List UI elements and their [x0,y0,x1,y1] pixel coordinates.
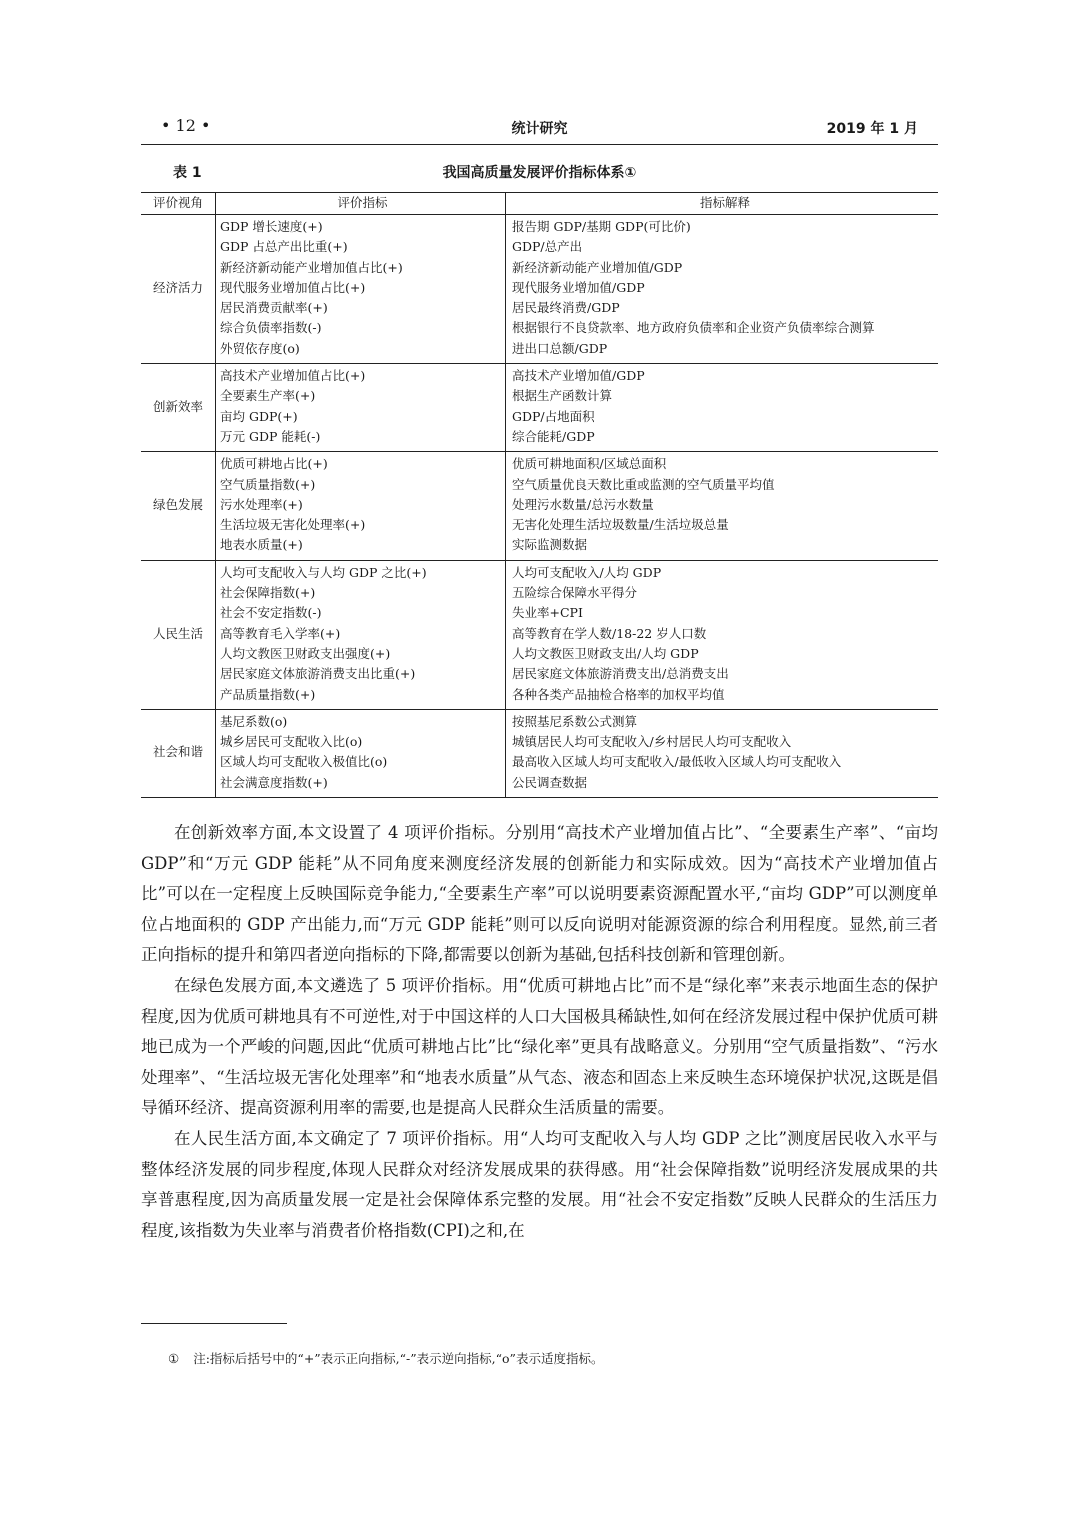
category-cell: 经济活力 [141,215,216,364]
footnote-text: 注:指标后括号中的“+”表示正向指标,“-”表示逆向指标,“o”表示适度指标。 [193,1351,604,1366]
footnote-marker: ① [168,1351,180,1366]
explanation-item: 根据银行不良贷款率、地方政府负债率和企业资产负债率综合测算 [512,320,875,336]
explanation-item: 人均文教医卫财政支出/人均 GDP [512,645,699,661]
explanation-item: 人均可支配收入/人均 GDP [512,564,662,580]
page-number: • 12 • [161,116,211,135]
explanation-item: 实际监测数据 [512,537,588,553]
footnote [168,1349,938,1367]
category-cell: 创新效率 [141,364,216,452]
indicator-item: 地表水质量(+) [220,537,303,553]
explanation-item: 最高收入区域人均可支配收入/最低收入区域人均可支配收入 [512,754,842,770]
table-row [141,560,938,709]
indicator-item: 空气质量指数(+) [220,476,316,492]
indicator-cell [216,560,506,709]
explanation-item: 无害化处理生活垃圾数量/生活垃圾总量 [512,517,729,533]
table-row [141,709,938,797]
indicator-item: 城乡居民可支配收入比(o) [220,734,363,750]
explanation-item: 居民最终消费/GDP [512,300,620,316]
paragraph: 在创新效率方面,本文设置了 4 项评价指标。分别用“高技术产业增加值占比”、“全要素生产率”、“亩均 GDP”和“万元 GDP 能耗”从不同角度来测度经济发展的创新能力和实际成效。因为“高技术产业增加值占比”可以在一定程度上反映国际竞争能力,“全要素生产率”可以说明要素资源配置水平,“亩均 GDP”可以测度单位占地面积的 GDP 产出能力,而“万元 GDP 能耗”则可以反向说明对能源资源的综合利用程度。显然,前三者正向指标的提升和第四者逆向指标的下降,都需要以创新为基础,包括科技创新和管理创新。 [141,823,938,965]
body-text [141,818,938,1246]
explanation-item: 根据生产函数计算 [512,388,613,404]
indicator-item: 社会不安定指数(-) [220,605,322,621]
indicator-item: 居民家庭文体旅游消费支出比重(+) [220,666,416,682]
explanation-item: 公民调查数据 [512,774,588,790]
indicator-item: 高等教育毛入学率(+) [220,625,341,641]
indicator-item: 万元 GDP 能耗(-) [220,428,321,444]
paragraph: 在绿色发展方面,本文遴选了 5 项评价指标。用“优质可耕地占比”而不是“绿化率”来表示地面生态的保护程度,因为优质可耕地具有不可逆性,对于中国这样的人口大国极具稀缺性,如何在经济发展过程中保护优质可耕地已成为一个严峻的问题,因此“优质可耕地占比”比“绿化率”更具有战略意义。分别用“空气质量指数”、“污水处理率”、“生活垃圾无害化处理率”和“地表水质量”从气态、液态和固态上来反映生态环境保护状况,这既是倡导循环经济、提高资源利用率的需要,也是提高人民群众生活质量的需要。 [141,975,938,1118]
indicator-item: 全要素生产率(+) [220,388,316,404]
indicator-item: 外贸依存度(o) [220,340,300,356]
indicator-item: 污水处理率(+) [220,496,303,512]
paragraph: 在人民生活方面,本文确定了 7 项评价指标。用“人均可支配收入与人均 GDP 之比”测度居民收入水平与整体经济发展的同步程度,体现人民群众对经济发展成果的获得感。用“社会保障指数”说明经济发展成果的共享普惠程度,因为高质量发展一定是社会保障体系完整的发展。用“社会不安定指数”反映人民群众的生活压力程度,该指数为失业率与消费者价格指数(CPI)之和,在 [141,1128,938,1240]
running-header [141,116,938,140]
journal-name: 统计研究 [511,121,568,137]
category-cell: 社会和谐 [141,709,216,797]
explanation-item: 处理污水数量/总污水数量 [512,496,654,512]
table-body [141,215,938,798]
indicator-item: 社会保障指数(+) [220,585,316,601]
indicator-item: 现代服务业增加值占比(+) [220,279,366,295]
explanation-cell [506,452,939,560]
footnote-rule [141,1323,287,1324]
table-row [141,364,938,452]
table-row [141,215,938,364]
indicator-item: 基尼系数(o) [220,713,288,729]
table-header-row [141,193,938,215]
explanation-item: 高等教育在学人数/18-22 岁人口数 [512,625,707,641]
explanation-cell [506,215,939,364]
indicator-item: 人均可支配收入与人均 GDP 之比(+) [220,564,427,580]
explanation-item: 居民家庭文体旅游消费支出/总消费支出 [512,666,729,682]
explanation-item: 现代服务业增加值/GDP [512,279,645,295]
explanation-item: 新经济新动能产业增加值/GDP [512,259,683,275]
explanation-item: GDP/占地面积 [512,408,595,424]
indicator-item: 亩均 GDP(+) [220,408,298,424]
indicator-item: 区域人均可支配收入极值比(o) [220,754,388,770]
indicator-item: 新经济新动能产业增加值占比(+) [220,259,403,275]
column-header: 评价指标 [216,193,506,215]
explanation-cell [506,560,939,709]
indicator-item: GDP 增长速度(+) [220,219,323,234]
explanation-item: GDP/总产出 [512,239,583,255]
explanation-item: 按照基尼系数公式测算 [512,713,638,729]
indicator-item: 人均文教医卫财政支出强度(+) [220,645,391,661]
explanation-item: 各种各类产品抽检合格率的加权平均值 [512,686,725,702]
indicator-cell [216,452,506,560]
header-rule [141,144,938,145]
indicator-item: 优质可耕地占比(+) [220,456,328,472]
indicator-item: 社会满意度指数(+) [220,774,328,790]
table-label: 表 1 [173,165,202,181]
category-cell: 人民生活 [141,560,216,709]
explanation-item: 优质可耕地面积/区域总面积 [512,456,667,472]
explanation-item: 空气质量优良天数比重或监测的空气质量平均值 [512,476,775,492]
category-cell: 绿色发展 [141,452,216,560]
table-row [141,452,938,560]
column-header: 指标解释 [506,193,939,215]
table-title: 我国高质量发展评价指标体系① [442,165,637,181]
indicator-item: 高技术产业增加值占比(+) [220,368,366,384]
indicator-item: 居民消费贡献率(+) [220,300,328,316]
explanation-item: 失业率+CPI [512,605,583,621]
issue-date: 2019 年 1 月 [826,121,918,137]
indicator-item: 产品质量指数(+) [220,686,316,702]
indicator-item: GDP 占总产出比重(+) [220,239,348,255]
indicator-item: 综合负债率指数(-) [220,320,322,336]
explanation-item: 城镇居民人均可支配收入/乡村居民人均可支配收入 [512,734,792,750]
explanation-item: 报告期 GDP/基期 GDP(可比价) [512,219,691,234]
explanation-item: 五险综合保障水平得分 [512,585,638,601]
indicator-cell [216,709,506,797]
explanation-cell [506,364,939,452]
indicator-table [141,192,938,798]
indicator-cell [216,364,506,452]
explanation-item: 进出口总额/GDP [512,340,608,356]
explanation-cell [506,709,939,797]
indicator-item: 生活垃圾无害化处理率(+) [220,517,366,533]
explanation-item: 高技术产业增加值/GDP [512,368,645,384]
indicator-cell [216,215,506,364]
column-header: 评价视角 [141,193,216,215]
explanation-item: 综合能耗/GDP [512,428,595,444]
